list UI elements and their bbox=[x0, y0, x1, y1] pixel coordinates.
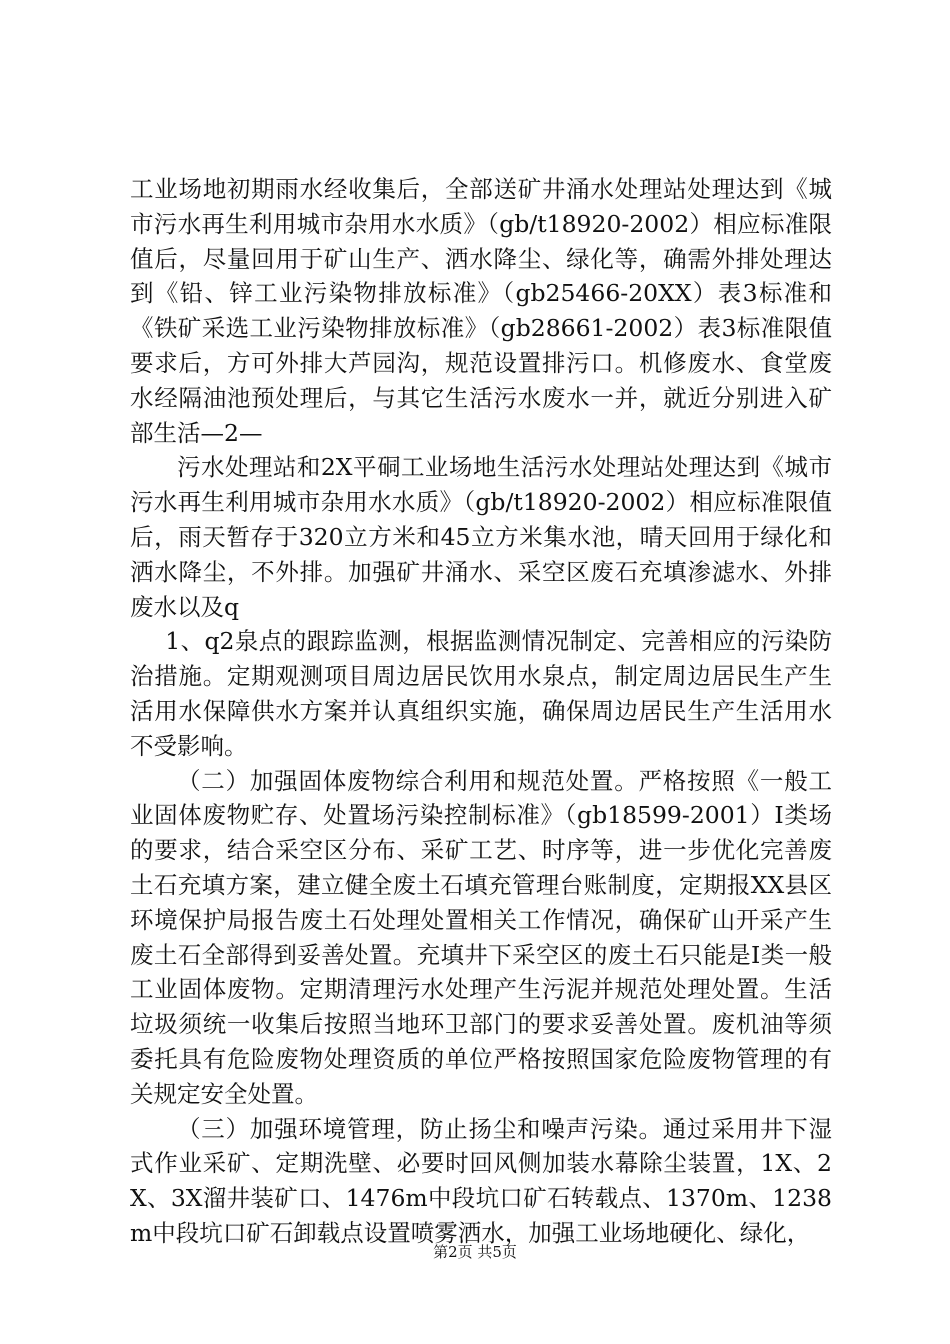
paragraph-spring-monitoring: 1、q2泉点的跟踪监测，根据监测情况制定、完善相应的污染防治措施。定期观测项目周边居民饮用水泉点，制定周边居民生产生活用水保障供水方案并认真组织实施，确保周边居民生产生活用水不受影响。 bbox=[130, 627, 832, 760]
paragraph-solid-waste: （二）加强固体废物综合利用和规范处置。严格按照《一般工业固体废物贮存、处置场污染控制标准》（gb18599-2001）Ⅰ类场的要求，结合采空区分布、采矿工艺、时序等，进一步优化完善废土石充填方案，建立健全废土石填充管理台账制度，定期报XX县区环境保护局报告废土石处理处置相关工作情况，确保矿山开采产生废土石全部得到妥善处置。充填井下采空区的废土石只能是Ⅰ类一般工业固体废物。定期清理污水处理产生污泥并规范处理处置。生活垃圾须统一收集后按照当地环卫部门的要求妥善处置。废机油等须委托具有危险废物处理资质的单位严格按照国家危险废物管理的有关规定安全处置。 bbox=[130, 766, 832, 1108]
page-number-footer: 第2页 共5页 bbox=[433, 1243, 517, 1261]
document-body bbox=[130, 172, 832, 1251]
paragraph-rainwater: 工业场地初期雨水经收集后，全部送矿井涌水处理站处理达到《城市污水再生利用城市杂用水水质》（gb/t18920-2002）相应标准限值后，尽量回用于矿山生产、洒水降尘、绿化等，确需外排处理达到《铅、锌工业污染物排放标准》（gb25466-20XX）表3标准和《铁矿采选工业污染物排放标准》（gb28661-2002）表3标准限值要求后，方可外排大芦园沟，规范设置排污口。机修废水、食堂废水经隔油池预处理后，与其它生活污水废水一并，就近分别进入矿部生活—2— bbox=[130, 175, 832, 447]
paragraph-environment-management: （三）加强环境管理，防止扬尘和噪声污染。通过采用井下湿式作业采矿、定期洗壁、必要时回风侧加装水幕除尘装置，1X、2X、3X溜井装矿口、1476m中段坑口矿石转载点、1370m、1238m中段坑口矿石卸载点设置喷雾洒水，加强工业场地硬化、绿化， bbox=[130, 1114, 832, 1247]
paragraph-sewage-station: 污水处理站和2X平硐工业场地生活污水处理站处理达到《城市污水再生利用城市杂用水水质》（gb/t18920-2002）相应标准限值后，雨天暂存于320立方米和45立方米集水池，晴天回用于绿化和洒水降尘，不外排。加强矿井涌水、采空区废石充填渗滤水、外排废水以及q bbox=[130, 453, 832, 621]
